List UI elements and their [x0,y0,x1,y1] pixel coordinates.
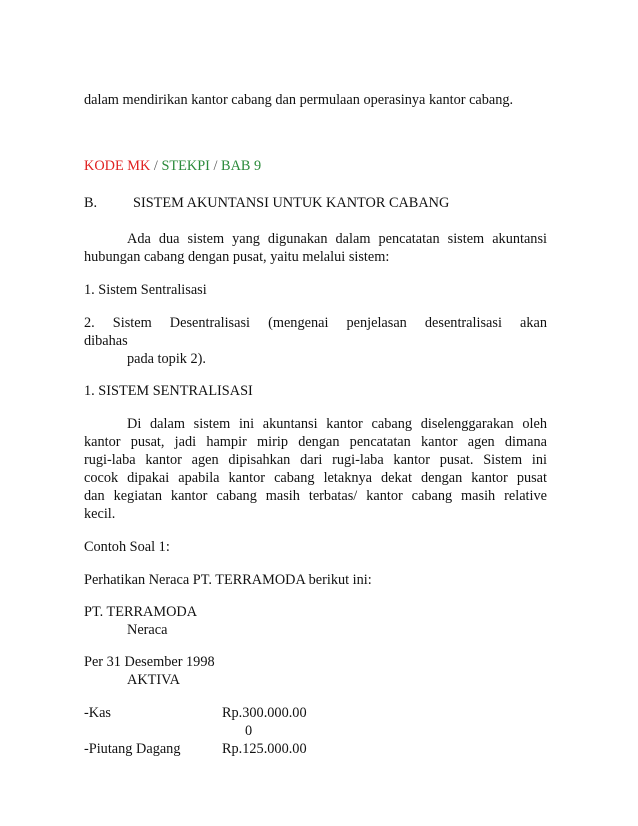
list-item-1: 1. Sistem Sentralisasi [84,282,207,298]
list-item-2-continued: dibahas [84,333,128,349]
account-amount: Rp.300.000.00 [222,705,307,721]
section-aktiva: AKTIVA [127,672,180,688]
account-label: -Kas [84,705,111,721]
statement-date: Per 31 Desember 1998 [84,654,215,670]
paragraph-line: dan kegiatan kantor cabang masih terbatas/ kantor cabang masih relative [84,488,547,504]
account-label: -Piutang Dagang [84,741,181,757]
paragraph-line: rugi-laba kantor agen dipisahkan dari rugi-laba kantor pusat. Sistem ini [84,452,547,468]
example-title: Contoh Soal 1: [84,539,170,555]
institution-code: STEKPI [161,158,210,174]
section-letter: B. [84,195,98,211]
chapter-code: BAB 9 [221,158,262,174]
course-code: KODE MK [84,158,151,174]
section-title: SISTEM AKUNTANSI UNTUK KANTOR CABANG [133,195,450,211]
paragraph-line: cocok dipakai apabila kantor cabang letaknya dekat dengan kantor pusat [84,470,547,486]
separator: / [209,158,222,174]
subsection-heading: 1. SISTEM SENTRALISASI [84,383,253,399]
amount-overflow: 0 [245,723,253,739]
table-row [84,704,307,723]
paragraph-line: kantor pusat, jadi hampir mirip dengan pencatatan kantor agen dimana [84,434,547,450]
account-amount: Rp.125.000.00 [222,741,307,757]
paragraph-line: Di dalam sistem ini akuntansi kantor cabang diselenggarakan oleh [127,416,547,432]
list-item-2: 2. Sistem Desentralisasi (mengenai penjelasan desentralisasi akan [84,315,547,331]
paragraph-line: hubungan cabang dengan pusat, yaitu melalui sistem: [84,249,390,265]
list-item-2-continued: pada topik 2). [127,351,207,367]
section-heading-b [84,194,450,213]
statement-name: Neraca [127,622,168,638]
instruction-line: Perhatikan Neraca PT. TERRAMODA berikut ini: [84,572,372,588]
intro-line: dalam mendirikan kantor cabang dan permulaan operasinya kantor cabang. [84,92,514,108]
course-code-line [84,157,261,176]
separator: / [150,158,162,174]
paragraph-line: kecil. [84,506,116,522]
paragraph-line: Ada dua sistem yang digunakan dalam pencatatan sistem akuntansi [127,231,547,247]
company-name: PT. TERRAMODA [84,604,198,620]
table-row [84,740,307,759]
